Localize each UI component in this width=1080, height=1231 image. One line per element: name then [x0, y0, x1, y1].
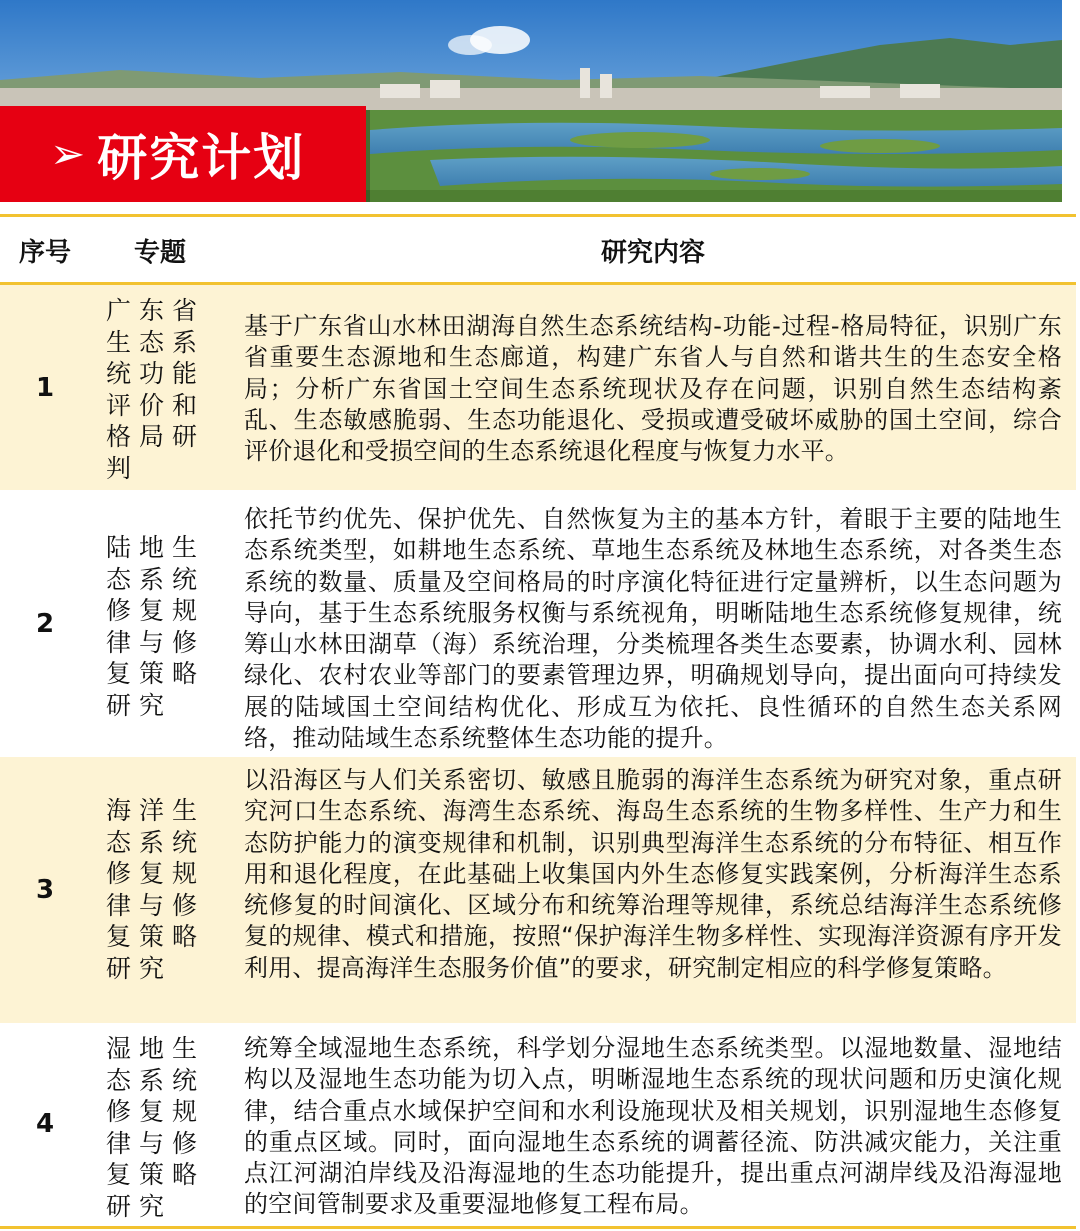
row-seq: 4 [35, 1108, 55, 1139]
row-topic: 海洋生态系统修复规律与修复策略研究 [106, 796, 206, 983]
banner [0, 0, 1062, 202]
section-title-box [0, 106, 366, 202]
header-topic: 专题 [133, 237, 186, 268]
table-bottom-rule [0, 1226, 1076, 1229]
section-title: 研究计划 [97, 129, 306, 187]
table-row [0, 755, 1076, 1023]
header-seq: 序号 [18, 237, 71, 268]
table-row [0, 1023, 1076, 1222]
row-content: 以沿海区与人们关系密切、敏感且脆弱的海洋生态系统为研究对象，重点研究河口生态系统、海湾生态系统、海岛生态系统的生物多样性、生产力和生态防护能力的演变规律和机制，识别典型海洋生态系统的分布特征、相互作用和退化程度，在此基础上收集国内外生态修复实践案例，分析海洋生态系统修复的时间演化、区域分布和统筹治理等规律，系统总结海洋生态系统修复的规律、模式和措施，按照“保护海洋生物多样性、实现海洋资源有序开发利用、提高海洋生态服务价值”的要求，研究制定相应的科学修复策略。 [244, 766, 1062, 982]
table-top-rule [0, 214, 1076, 217]
row-seq: 1 [35, 372, 55, 403]
row-seq: 2 [35, 608, 55, 639]
row-topic: 广东省生态系统功能评价和格局研判 [106, 296, 206, 483]
header-content: 研究内容 [600, 237, 705, 268]
table-row [0, 285, 1076, 490]
row-content: 统筹全域湿地生态系统，科学划分湿地生态系统类型。以湿地数量、湿地结构以及湿地生态功能为切入点，明晰湿地生态系统的现状问题和历史演化规律，结合重点水域保护空间和水利设施现状及相关规划，识别湿地生态修复的重点区域。同时，面向湿地生态系统的调蓄径流、防洪减灾能力，关注重点江河湖泊岸线及沿海湿地的生态功能提升，提出重点河湖岸线及沿海湿地的空间管制要求及重要湿地修复工程布局。 [244, 1034, 1062, 1219]
row-topic: 陆地生态系统修复规律与修复策略研究 [106, 533, 206, 720]
table-body [0, 285, 1076, 1222]
row-content: 基于广东省山水林田湖海自然生态系统结构-功能-过程-格局特征，识别广东省重要生态源地和生态廊道，构建广东省人与自然和谐共生的生态安全格局；分析广东省国土空间生态系统现状及存在问题，识别自然生态结构紊乱、生态敏感脆弱、生态功能退化、受损或遭受破坏威胁的国土空间，综合评价退化和受损空间的生态系统退化程度与恢复力水平。 [244, 312, 1062, 466]
row-content: 依托节约优先、保护优先、自然恢复为主的基本方针，着眼于主要的陆地生态系统类型，如耕地生态系统、草地生态系统及林地生态系统，对各类生态系统的数量、质量及空间格局的时序演化特征进行定量辨析，以生态问题为导向，基于生态系统服务权衡与系统视角，明晰陆地生态系统修复规律，统筹山水林田湖草（海）系统治理，分类梳理各类生态要素，协调水利、园林绿化、农村农业等部门的要素管理边界，明确规划导向，提出面向可持续发展的陆域国土空间结构优化、形成互为依托、良性循环的自然生态关系网络，推动陆域生态系统整体生态功能的提升。 [244, 505, 1062, 753]
row-seq: 3 [35, 875, 55, 905]
table-row [0, 490, 1076, 755]
row-topic: 湿地生态系统修复规律与修复策略研究 [106, 1034, 206, 1221]
table-header [0, 218, 1076, 282]
arrow-icon: ➢ [50, 129, 86, 178]
